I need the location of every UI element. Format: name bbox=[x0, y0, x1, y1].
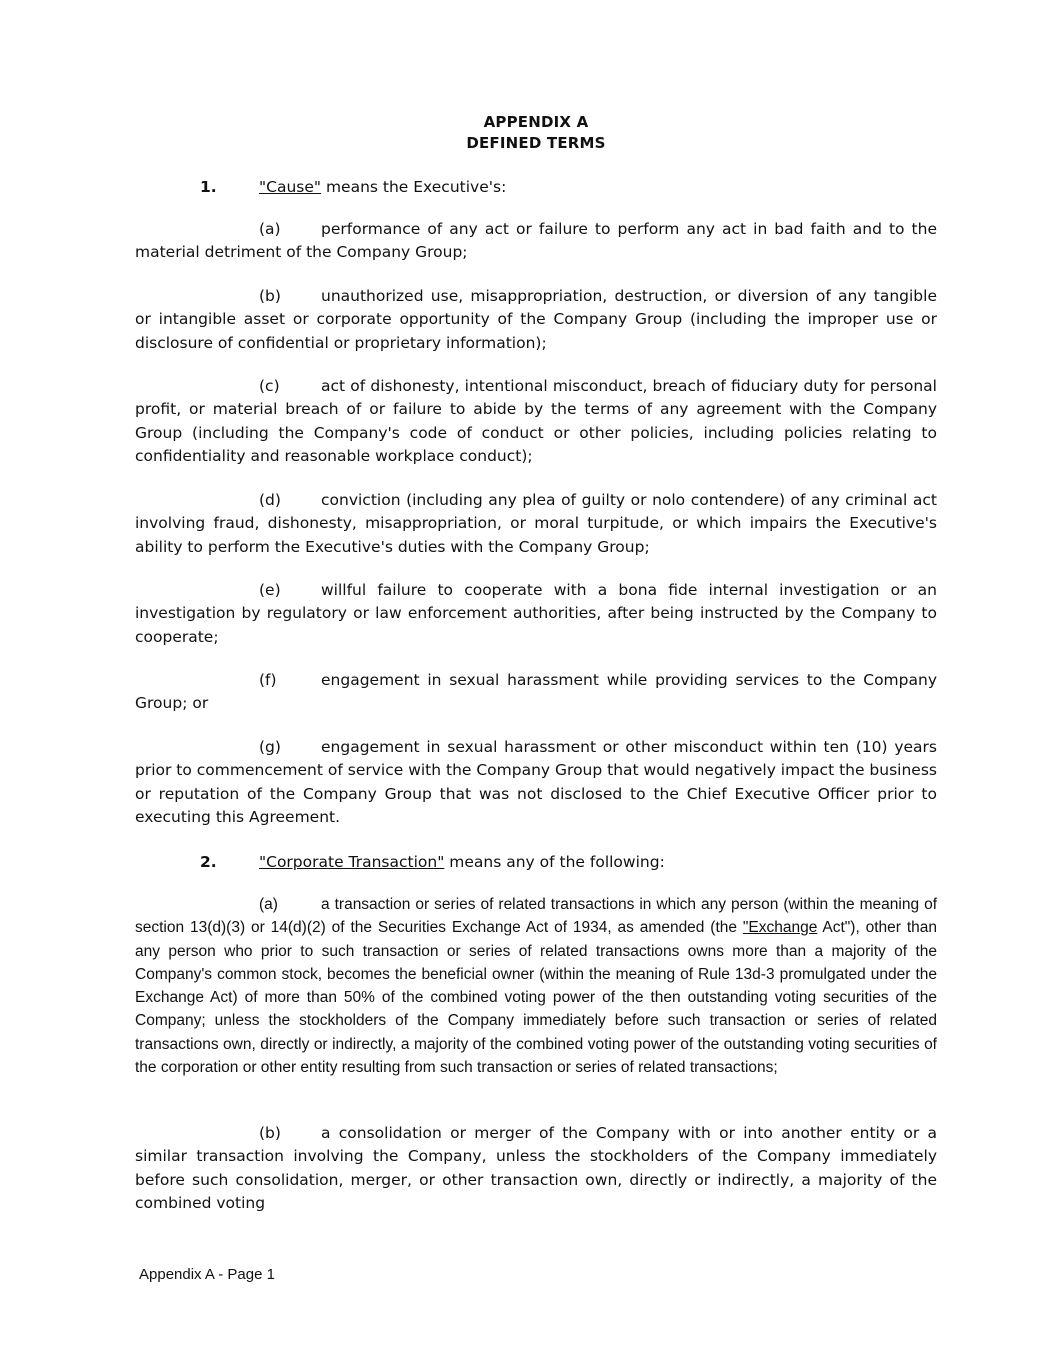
defined-term-exchange: "Exchange bbox=[742, 919, 818, 937]
section-number: 2. bbox=[200, 853, 217, 871]
clause-text-continued: Act"), other than any person who prior to such transaction or series of related transactions owns more than a majority of the Company's common stock, becomes the beneficial owner (within the meaning of Rule 13d-3 promulgated under the Exchange Act) of more than 50% of the combined voting power of the then outstanding voting securities of the Company; unless the stockholders of the Company immediately before such transaction or series of related transactions own, directly or indirectly, a majority of the combined voting power of the outstanding voting securities of the corporation or other entity resulting from such transaction or series of related transactions; bbox=[135, 919, 938, 1077]
clause-2a bbox=[135, 893, 937, 1079]
clause-2b bbox=[135, 1122, 937, 1215]
section-intro: means the Executive's: bbox=[321, 178, 507, 196]
clause-1g bbox=[135, 736, 937, 829]
clause-label: (a) bbox=[259, 896, 278, 913]
section-term-line bbox=[259, 852, 665, 872]
clause-label: (g) bbox=[259, 738, 281, 756]
section-term-line bbox=[259, 177, 506, 197]
defined-term: "Cause" bbox=[259, 178, 322, 196]
clause-label: (a) bbox=[259, 220, 281, 238]
clause-1b bbox=[135, 285, 937, 355]
clause-1a bbox=[135, 218, 937, 265]
clause-text: a transaction or series of related transactions in which any person (within the meaning of section 13(d)(3) or 14(d)(2) of the Securities Exchange Act of 1934, as amended (the bbox=[135, 896, 937, 937]
clause-text: engagement in sexual harassment while providing services to the Company Group; or bbox=[135, 671, 937, 713]
page-footer: Appendix A - Page 1 bbox=[139, 1266, 275, 1283]
clause-text: engagement in sexual harassment or other misconduct within ten (10) years prior to commencement of service with the Company Group that would negatively impact the business or reputation of the Company Group that was not disclosed to the Chief Executive Officer prior to executing this Agreement. bbox=[135, 738, 937, 826]
appendix-title: APPENDIX A bbox=[483, 113, 589, 131]
clause-label: (d) bbox=[259, 491, 281, 509]
clause-label: (f) bbox=[259, 671, 277, 689]
clause-text: conviction (including any plea of guilty or nolo contendere) of any criminal act involving fraud, dishonesty, misappropriation, or moral turpitude, or which impairs the Executive's ability to perform the Executive's duties with the Company Group; bbox=[135, 491, 937, 556]
clause-label: (b) bbox=[259, 287, 281, 305]
clause-1d bbox=[135, 489, 937, 559]
clause-text: act of dishonesty, intentional misconduct, breach of fiduciary duty for personal profit, or material breach of or failure to abide by the terms of any agreement with the Company Group (including the Company's code of conduct or other policies, including policies relating to confidentiality and reasonable workplace conduct); bbox=[135, 377, 937, 465]
appendix-subtitle: DEFINED TERMS bbox=[466, 134, 606, 152]
clause-text: a consolidation or merger of the Company with or into another entity or a similar transaction involving the Company, unless the stockholders of the Company immediately before such consolidation, merger, or other transaction own, directly or indirectly, a majority of the combined voting bbox=[135, 1124, 937, 1212]
defined-term: "Corporate Transaction" bbox=[259, 853, 445, 871]
clause-label: (c) bbox=[259, 377, 280, 395]
clause-1e bbox=[135, 579, 937, 649]
clause-1f bbox=[135, 669, 937, 716]
clause-label: (e) bbox=[259, 581, 281, 599]
clause-text: performance of any act or failure to perform any act in bad faith and to the material detriment of the Company Group; bbox=[135, 220, 937, 262]
clause-text: willful failure to cooperate with a bona fide internal investigation or an investigation by regulatory or law enforcement authorities, after being instructed by the Company to cooperate; bbox=[135, 581, 937, 646]
section-number: 1. bbox=[200, 178, 217, 196]
section-intro: means any of the following: bbox=[444, 853, 665, 871]
clause-text: unauthorized use, misappropriation, destruction, or diversion of any tangible or intangible asset or corporate opportunity of the Company Group (including the improper use or disclosure of confidential or proprietary information); bbox=[135, 287, 937, 352]
clause-label: (b) bbox=[259, 1124, 281, 1142]
clause-1c bbox=[135, 375, 937, 468]
